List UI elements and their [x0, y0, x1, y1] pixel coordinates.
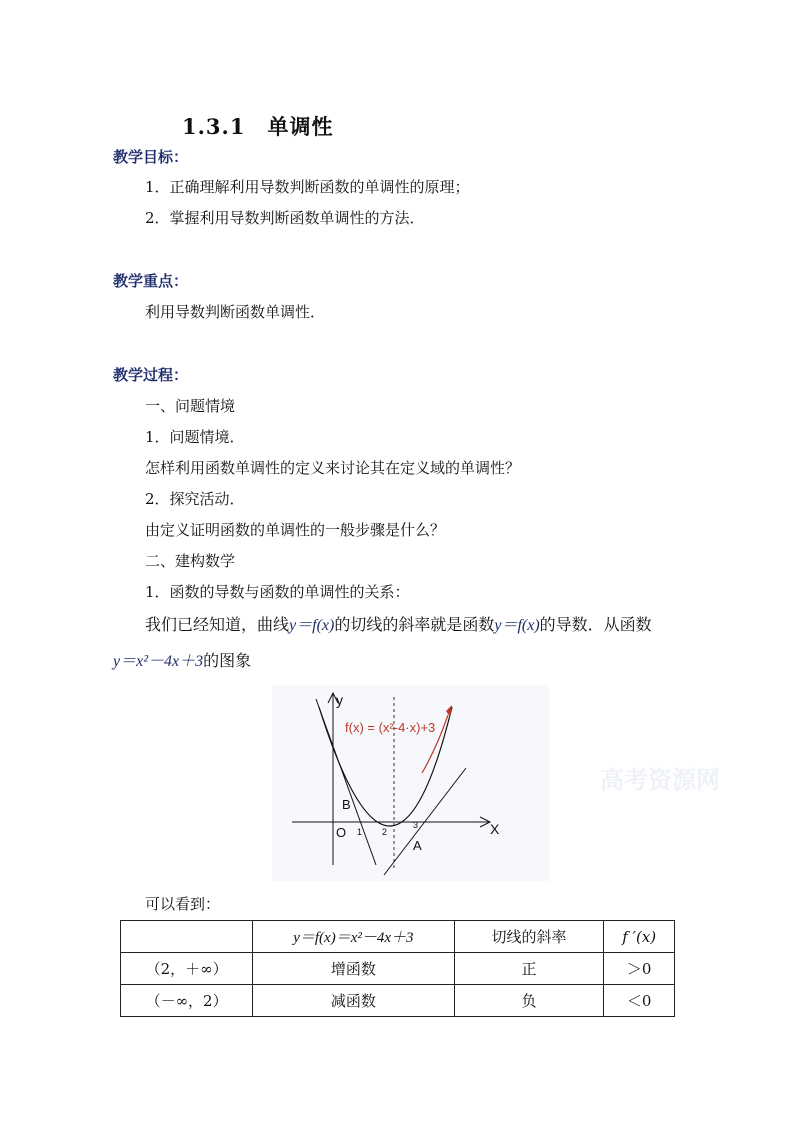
- tick-label-2: 2: [382, 827, 388, 837]
- process-question-2: 由定义证明函数的单调性的一般步骤是什么？: [145, 521, 446, 539]
- table-header-row: [121, 921, 675, 953]
- function-label: f(x) = (x²-4·x)+3: [345, 720, 436, 735]
- text-run: 我们已经知道，曲线: [145, 615, 290, 634]
- point-a-label: A: [413, 838, 422, 853]
- point-b-label: B: [342, 797, 351, 812]
- table-cell: 正: [454, 953, 604, 985]
- process-section-1: 一、问题情境: [145, 397, 236, 415]
- math-expression: y＝x²－4x＋3: [113, 653, 204, 670]
- derivative-paragraph-line-1: [145, 612, 652, 635]
- origin-label: O: [336, 825, 347, 840]
- process-subsection-3: 1．函数的导数与函数的单调性的关系：: [145, 583, 410, 601]
- table-row: [121, 953, 675, 985]
- process-section-2: 二、建构数学: [145, 552, 236, 570]
- tick-label-1: 1: [357, 827, 363, 837]
- process-heading: 教学过程：: [113, 366, 189, 384]
- table-row: [121, 985, 675, 1017]
- x-axis-label: X: [490, 821, 500, 837]
- focus-item-1: 利用导数判断函数单调性．: [145, 303, 326, 321]
- parabola-graph: [272, 685, 550, 881]
- monotonicity-table: [120, 920, 675, 1017]
- goal-item-2: 2．掌握利用导数判断函数单调性的方法．: [145, 209, 425, 227]
- table-cell: 切线的斜率: [454, 921, 604, 953]
- table-cell: 减函数: [253, 985, 454, 1017]
- process-question-1: 怎样利用函数单调性的定义来讨论其在定义域的单调性？: [145, 459, 521, 477]
- text-run: 的图象: [203, 651, 252, 670]
- table-cell: ＞0: [604, 953, 675, 985]
- table-cell: f ′(x): [604, 921, 675, 953]
- table-cell: 增函数: [253, 953, 454, 985]
- watermark-logo: 高考资源网: [600, 765, 720, 794]
- graph-background: [272, 685, 550, 881]
- table-cell: [121, 921, 253, 953]
- process-subsection-2: 2．探究活动．: [145, 490, 245, 508]
- math-expression: y＝f(x): [494, 617, 540, 634]
- table-cell: ＜0: [604, 985, 675, 1017]
- process-subsection-1: 1．问题情境．: [145, 428, 245, 446]
- goal-item-1: 1．正确理解利用导数判断函数的单调性的原理；: [145, 178, 470, 196]
- table-cell: （2，＋∞）: [121, 953, 253, 985]
- observation-text: 可以看到：: [145, 895, 221, 913]
- derivative-paragraph-line-2: [113, 648, 251, 671]
- page-title: 1.3.1 单调性: [182, 114, 334, 139]
- math-expression: y＝f(x): [289, 617, 335, 634]
- text-run: 的导数．从函数: [539, 615, 652, 634]
- focus-heading: 教学重点：: [113, 272, 189, 290]
- goals-heading: 教学目标：: [113, 148, 189, 166]
- tick-label-3: 3: [413, 820, 419, 830]
- text-run: 的切线的斜率就是函数: [334, 615, 495, 634]
- table-cell: 负: [454, 985, 604, 1017]
- table-cell: （－∞，2）: [121, 985, 253, 1017]
- y-axis-label: y: [336, 692, 343, 708]
- table-cell: y＝f(x)＝x²－4x＋3: [253, 921, 454, 953]
